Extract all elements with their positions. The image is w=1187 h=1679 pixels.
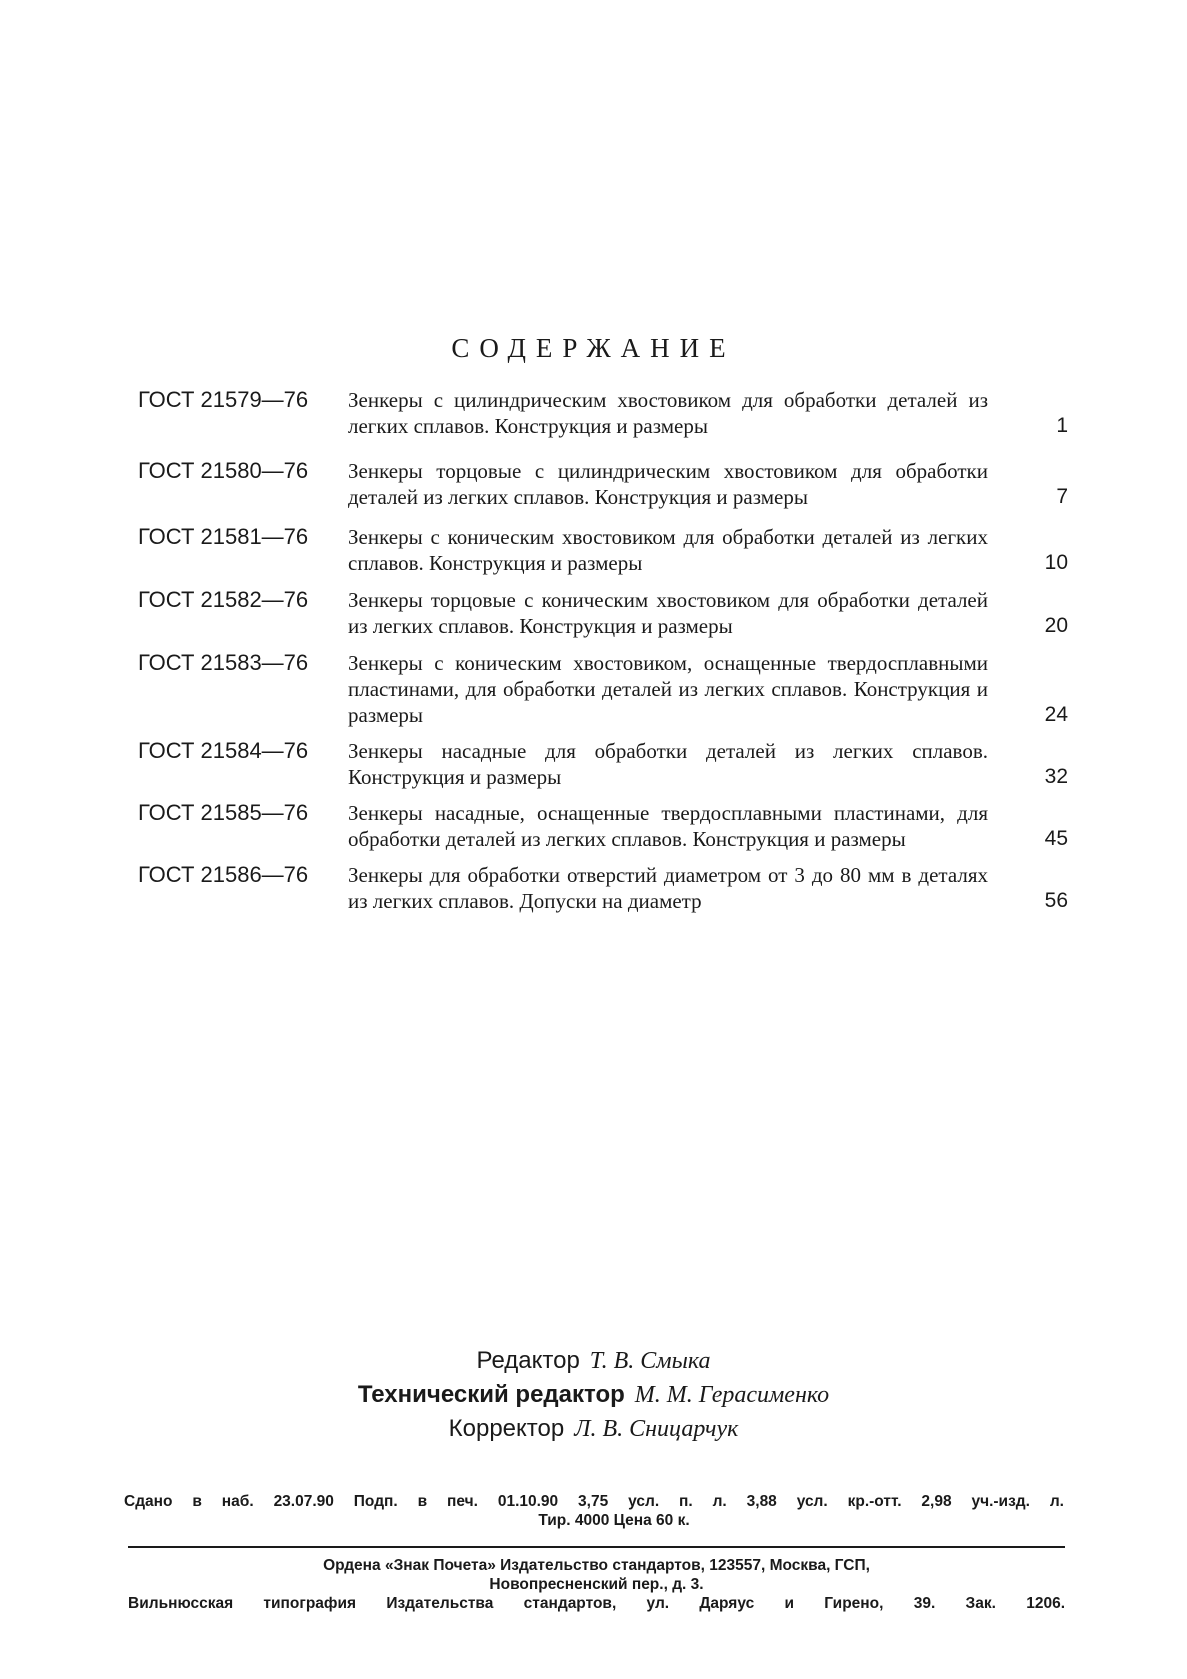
imprint-circulation: Тир. 4000 Цена 60 к. xyxy=(538,1512,690,1529)
toc-entry-code: ГОСТ 21585—76 xyxy=(138,800,309,825)
imprint-print-info: Сдано в наб. 23.07.90 Подп. в печ. 01.10.90 3,75 усл. п. л. 3,88 усл. кр.-отт. 2,98 уч.-изд. л. xyxy=(124,1493,1064,1510)
toc-list xyxy=(138,387,1068,914)
toc-entry-page: 20 xyxy=(1044,614,1068,637)
toc-entry xyxy=(138,650,1068,728)
imprint-block xyxy=(124,1492,1064,1530)
toc-entry xyxy=(138,458,1068,510)
toc-entry-text: Зенкеры торцовые с коническим хвостовиком для обработки деталей из легких сплавов. Конструкция и размеры xyxy=(348,588,988,638)
corrector-name: Л. В. Сницарчук xyxy=(574,1416,739,1442)
toc-entry-page: 10 xyxy=(1044,551,1068,574)
toc-entry-page: 32 xyxy=(1044,765,1068,788)
corrector-role: Корректор xyxy=(448,1415,565,1442)
tech-editor-role: Технический редактор xyxy=(357,1381,625,1408)
publisher-block xyxy=(128,1556,1065,1613)
toc-entry-text: Зенкеры насадные для обработки деталей из легких сплавов. Конструкция и размеры xyxy=(348,739,988,789)
toc-entry xyxy=(138,862,1068,914)
toc-entry-code: ГОСТ 21586—76 xyxy=(138,862,309,887)
toc-entry-page: 45 xyxy=(1044,827,1068,850)
toc-entry-text: Зенкеры торцовые с цилиндрическим хвостовиком для обработки деталей из легких сплавов. Конструкция и размеры xyxy=(348,459,988,509)
toc-entry-code: ГОСТ 21584—76 xyxy=(138,738,309,763)
credits-block xyxy=(0,1344,1187,1446)
toc-entry-text: Зенкеры с цилиндрическим хвостовиком для обработки деталей из легких сплавов. Конструкция и размеры xyxy=(348,388,988,438)
printer-line: Вильнюсская типография Издательства стандартов, ул. Даряус и Гирено, 39. Зак. 1206. xyxy=(128,1595,1065,1612)
toc-entry-code: ГОСТ 21581—76 xyxy=(138,524,309,549)
toc-entry-page: 56 xyxy=(1044,889,1068,912)
toc-entry-code: ГОСТ 21579—76 xyxy=(138,387,309,412)
toc-entry-code: ГОСТ 21583—76 xyxy=(138,650,309,675)
toc-entry-page: 24 xyxy=(1044,703,1068,726)
toc-entry-text: Зенкеры насадные, оснащенные твердосплавными пластинами, для обработки деталей из легких сплавов. Конструкция и размеры xyxy=(348,801,988,851)
toc-entry xyxy=(138,587,1068,639)
toc-entry xyxy=(138,524,1068,576)
toc-title: СОДЕРЖАНИЕ xyxy=(451,333,736,363)
publisher-address: Новопресненский пер., д. 3. xyxy=(489,1576,704,1593)
toc-entry xyxy=(138,800,1068,852)
toc-entry xyxy=(138,387,1068,439)
toc-entry-text: Зенкеры с коническим хвостовиком для обработки деталей из легких сплавов. Конструкция и размеры xyxy=(348,525,988,575)
editor-line xyxy=(0,1344,1187,1378)
toc-entry-code: ГОСТ 21580—76 xyxy=(138,458,309,483)
editor-role: Редактор xyxy=(476,1347,580,1374)
editor-name: Т. В. Смыка xyxy=(589,1348,711,1374)
corrector-line xyxy=(0,1412,1187,1446)
toc-entry xyxy=(138,738,1068,790)
tech-editor-line xyxy=(0,1378,1187,1412)
divider xyxy=(128,1546,1065,1548)
toc-entry-code: ГОСТ 21582—76 xyxy=(138,587,309,612)
toc-entry-page: 7 xyxy=(1056,485,1068,508)
toc-entry-text: Зенкеры с коническим хвостовиком, оснащенные твердосплавными пластинами, для обработки деталей из легких сплавов. Конструкция и размеры xyxy=(348,651,988,727)
tech-editor-name: М. М. Герасименко xyxy=(634,1382,830,1408)
toc-entry-text: Зенкеры для обработки отверстий диаметром от 3 до 80 мм в деталях из легких сплавов. Допуски на диаметр xyxy=(348,863,988,913)
publisher-line: Ордена «Знак Почета» Издательство стандартов, 123557, Москва, ГСП, xyxy=(323,1557,870,1574)
toc-entry-page: 1 xyxy=(1056,414,1068,437)
